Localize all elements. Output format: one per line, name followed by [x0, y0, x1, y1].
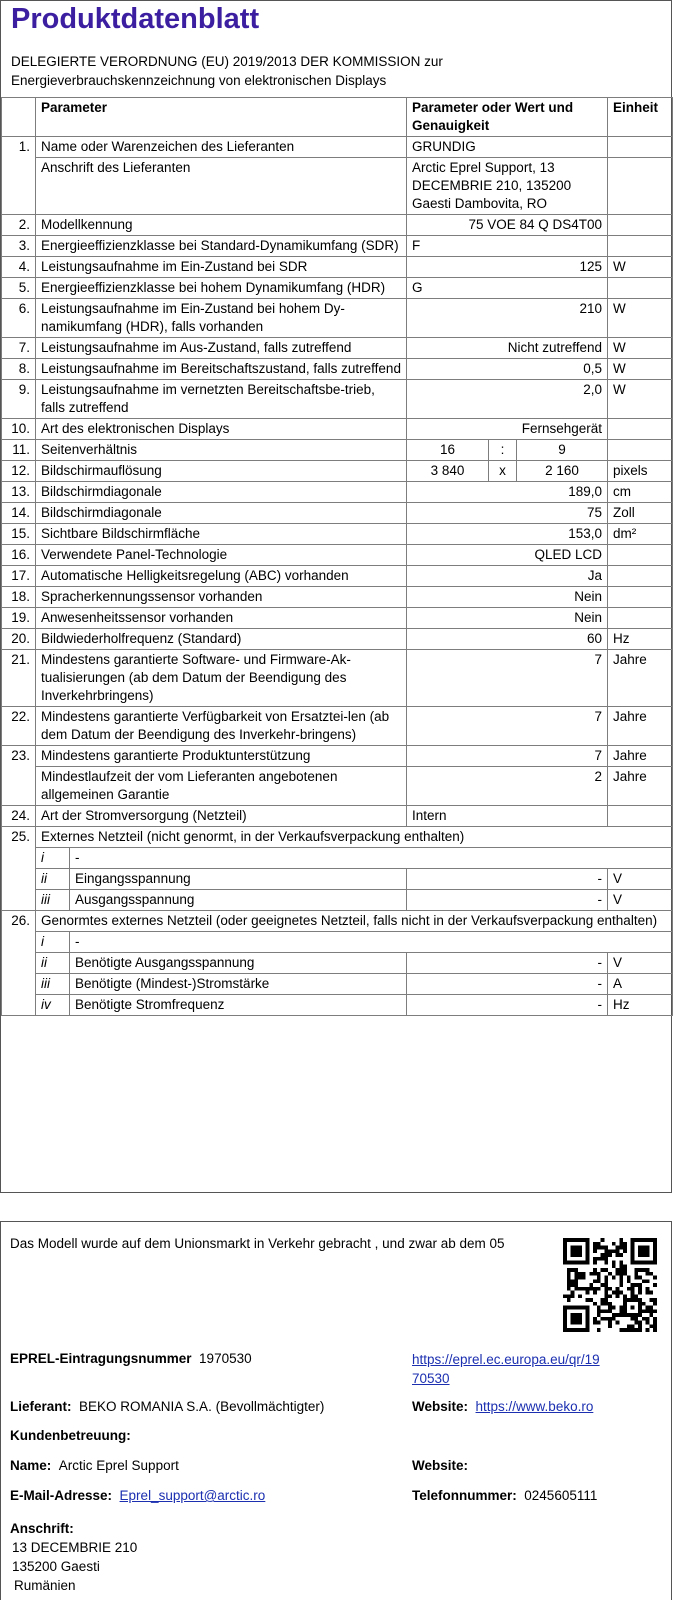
- row-value: 7: [407, 746, 608, 767]
- table-row: [2, 608, 673, 629]
- row-number-empty: [2, 974, 36, 995]
- table-row: [2, 629, 673, 650]
- qr-code-icon[interactable]: [563, 1238, 657, 1332]
- subtitle-line-1: DELEGIERTE VERORDNUNG (EU) 2019/2013 DER KOMMISSION zur: [11, 54, 443, 69]
- contact-name: Arctic Eprel Support: [58, 1458, 179, 1473]
- row-value: 2: [407, 767, 608, 806]
- row-number: 23.: [2, 746, 36, 767]
- row-value: 75 VOE 84 Q DS4T00: [407, 215, 608, 236]
- sub-index: ii: [36, 953, 70, 974]
- row-number: 17.: [2, 566, 36, 587]
- row-number: 20.: [2, 629, 36, 650]
- table-row: [2, 236, 673, 257]
- table-row: [2, 767, 673, 806]
- table-row: [2, 827, 673, 848]
- regulation-subtitle: [11, 52, 651, 90]
- row-unit: W: [608, 359, 673, 380]
- row-label: Bildwiederholfrequenz (Standard): [36, 629, 407, 650]
- row-unit: [608, 608, 673, 629]
- sub-label: Benötigte (Mindest-)Stromstärke: [70, 974, 407, 995]
- row-unit: Hz: [608, 629, 673, 650]
- table-row: [2, 461, 673, 482]
- row-number: 5.: [2, 278, 36, 299]
- row-number: 16.: [2, 545, 36, 566]
- row-label: Bildschirmdiagonale: [36, 482, 407, 503]
- support-website-label: Website:: [412, 1458, 469, 1473]
- row-number: 4.: [2, 257, 36, 278]
- row-number: 6.: [2, 299, 36, 338]
- row-unit: pixels: [608, 461, 673, 482]
- row-label: Spracherkennungssensor vorhanden: [36, 587, 407, 608]
- row-unit: W: [608, 338, 673, 359]
- row-value: 153,0: [407, 524, 608, 545]
- row-unit: Jahre: [608, 707, 673, 746]
- row-value: 210: [407, 299, 608, 338]
- row-value: 0,5: [407, 359, 608, 380]
- row-unit: [608, 419, 673, 440]
- row-number-empty: [2, 890, 36, 911]
- table-row: [2, 932, 673, 953]
- row-label: Energieeffizienzklasse bei hohem Dynamikumfang (HDR): [36, 278, 407, 299]
- table-row: [2, 974, 673, 995]
- sub-index: iii: [36, 974, 70, 995]
- sub-label: Eingangsspannung: [70, 869, 407, 890]
- table-row: [2, 746, 673, 767]
- psu-title: Externes Netzteil (nicht genormt, in der Verkaufsverpackung enthalten): [36, 827, 673, 848]
- row-label: Art des elektronischen Displays: [36, 419, 407, 440]
- row-label: Leistungsaufnahme im vernetzten Bereitschaftsbe-trieb, falls zutreffend: [36, 380, 407, 419]
- row-unit: Zoll: [608, 503, 673, 524]
- contact-name-label: Name:: [10, 1458, 52, 1473]
- table-row: [2, 380, 673, 419]
- row-value-1: 3 840: [407, 461, 489, 482]
- sub-label: -: [70, 848, 673, 869]
- table-row: [2, 482, 673, 503]
- row-unit: W: [608, 380, 673, 419]
- table-row: [2, 848, 673, 869]
- header-unit: Einheit: [608, 98, 673, 137]
- row-unit: [608, 440, 673, 461]
- eprel-label: EPREL-Eintragungsnummer: [10, 1351, 192, 1366]
- table-row: [2, 419, 673, 440]
- spec-table: [1, 97, 673, 1016]
- row-label: Leistungsaufnahme im Bereitschaftszustand, falls zutreffend: [36, 359, 407, 380]
- sub-unit: A: [608, 974, 673, 995]
- table-row: [2, 359, 673, 380]
- row-unit: [608, 278, 673, 299]
- market-date-text: Das Modell wurde auf dem Unionsmarkt in Verkehr gebracht , und zwar ab dem 05: [10, 1236, 505, 1251]
- row-unit: [608, 137, 673, 158]
- address-label: Anschrift:: [10, 1521, 74, 1536]
- row-label: Name oder Warenzeichen des Lieferanten: [36, 137, 407, 158]
- page-title: Produktdatenblatt: [11, 3, 260, 35]
- table-row: [2, 158, 673, 215]
- subtitle-line-2: Energieverbrauchskennzeichnung von elektronischen Displays: [11, 73, 387, 88]
- row-number: [2, 767, 36, 806]
- row-label: Automatische Helligkeitsregelung (ABC) vorhanden: [36, 566, 407, 587]
- row-label: Mindestlaufzeit der vom Lieferanten angebotenen allgemeinen Garantie: [36, 767, 407, 806]
- row-number: 25.: [2, 827, 36, 848]
- row-value: Nein: [407, 587, 608, 608]
- table-row: [2, 650, 673, 707]
- row-label: Anschrift des Lieferanten: [36, 158, 407, 215]
- sub-label: -: [70, 932, 673, 953]
- table-row: [2, 707, 673, 746]
- table-row: [2, 545, 673, 566]
- row-number: 9.: [2, 380, 36, 419]
- row-unit: [608, 215, 673, 236]
- row-unit: [608, 545, 673, 566]
- row-value: QLED LCD: [407, 545, 608, 566]
- customer-service-heading: Kundenbetreuung:: [10, 1428, 131, 1443]
- row-label: Mindestens garantierte Verfügbarkeit von Ersatztei-len (ab dem Datum der Beendigung des Inverkehr-bringens): [36, 707, 407, 746]
- row-number: 2.: [2, 215, 36, 236]
- row-number: 26.: [2, 911, 36, 932]
- table-row: [2, 215, 673, 236]
- table-row: [2, 137, 673, 158]
- table-row: [2, 890, 673, 911]
- table-row: [2, 587, 673, 608]
- row-value: 75: [407, 503, 608, 524]
- row-unit: cm: [608, 482, 673, 503]
- row-number: [2, 158, 36, 215]
- row-value: 125: [407, 257, 608, 278]
- eprel-link-line-1[interactable]: https://eprel.ec.europa.eu/qr/19: [412, 1352, 600, 1367]
- sub-value: -: [407, 974, 608, 995]
- row-number: 18.: [2, 587, 36, 608]
- row-label: Leistungsaufnahme im Ein-Zustand bei SDR: [36, 257, 407, 278]
- sub-label: Benötigte Stromfrequenz: [70, 995, 407, 1016]
- supplier-label: Lieferant:: [10, 1399, 72, 1414]
- psu-title: Genormtes externes Netzteil (oder geeignetes Netzteil, falls nicht in der Verkaufsverpackung enthalten): [36, 911, 673, 932]
- row-separator: :: [489, 440, 517, 461]
- table-row: [2, 257, 673, 278]
- row-number: 24.: [2, 806, 36, 827]
- row-unit: Jahre: [608, 746, 673, 767]
- row-label: Sichtbare Bildschirmfläche: [36, 524, 407, 545]
- row-value: 2,0: [407, 380, 608, 419]
- table-row: [2, 806, 673, 827]
- row-unit: [608, 587, 673, 608]
- row-number: 13.: [2, 482, 36, 503]
- table-row: [2, 911, 673, 932]
- row-number-empty: [2, 995, 36, 1016]
- sub-label: Benötigte Ausgangsspannung: [70, 953, 407, 974]
- row-unit: [608, 566, 673, 587]
- table-row: [2, 524, 673, 545]
- header-value: Parameter oder Wert und Genauigkeit: [407, 98, 608, 137]
- eprel-link-line-2[interactable]: 70530: [412, 1371, 450, 1386]
- table-header-row: [2, 98, 673, 137]
- sub-unit: V: [608, 869, 673, 890]
- table-row: [2, 278, 673, 299]
- row-number-empty: [2, 932, 36, 953]
- table-row: [2, 338, 673, 359]
- row-label: Seitenverhältnis: [36, 440, 407, 461]
- row-value-1: 16: [407, 440, 489, 461]
- email-label: E-Mail-Adresse:: [10, 1488, 113, 1503]
- row-label: Mindestens garantierte Produktunterstützung: [36, 746, 407, 767]
- row-label: Modellkennung: [36, 215, 407, 236]
- row-number: 21.: [2, 650, 36, 707]
- row-number: 11.: [2, 440, 36, 461]
- supplier-name: BEKO ROMANIA S.A. (Bevollmächtigter): [79, 1399, 325, 1414]
- phone-number: 0245605111: [524, 1488, 598, 1503]
- row-value: Intern: [407, 806, 608, 827]
- address-line-1: 13 DECEMBRIE 210: [12, 1540, 138, 1555]
- row-number: 3.: [2, 236, 36, 257]
- address-block: [10, 1519, 137, 1595]
- address-line-2: 135200 Gaesti: [12, 1559, 100, 1574]
- row-label: Bildschirmauflösung: [36, 461, 407, 482]
- row-number: 19.: [2, 608, 36, 629]
- row-number-empty: [2, 848, 36, 869]
- sub-index: ii: [36, 869, 70, 890]
- row-value: 60: [407, 629, 608, 650]
- row-label: Leistungsaufnahme im Ein-Zustand bei hohem Dy-namikumfang (HDR), falls vorhanden: [36, 299, 407, 338]
- row-number: 10.: [2, 419, 36, 440]
- sub-label: Ausgangsspannung: [70, 890, 407, 911]
- sub-unit: V: [608, 953, 673, 974]
- table-row: [2, 503, 673, 524]
- table-row: [2, 440, 673, 461]
- eprel-number: 1970530: [199, 1351, 252, 1366]
- row-number: 14.: [2, 503, 36, 524]
- row-unit: [608, 158, 673, 215]
- row-label: Art der Stromversorgung (Netzteil): [36, 806, 407, 827]
- sub-unit: Hz: [608, 995, 673, 1016]
- row-value: 7: [407, 707, 608, 746]
- sub-index: iii: [36, 890, 70, 911]
- row-unit: dm²: [608, 524, 673, 545]
- row-value: 7: [407, 650, 608, 707]
- phone-label: Telefonnummer:: [412, 1488, 517, 1503]
- sub-index: iv: [36, 995, 70, 1016]
- row-unit: W: [608, 299, 673, 338]
- table-row: [2, 869, 673, 890]
- row-value: Nicht zutreffend: [407, 338, 608, 359]
- row-unit: Jahre: [608, 767, 673, 806]
- row-value-2: 2 160: [517, 461, 608, 482]
- table-row: [2, 299, 673, 338]
- sub-unit: V: [608, 890, 673, 911]
- row-value: 189,0: [407, 482, 608, 503]
- header-parameter: Parameter: [36, 98, 407, 137]
- row-label: Anwesenheitssensor vorhanden: [36, 608, 407, 629]
- sub-index: i: [36, 848, 70, 869]
- row-value: F: [407, 236, 608, 257]
- row-unit: W: [608, 257, 673, 278]
- row-unit: [608, 236, 673, 257]
- row-value-2: 9: [517, 440, 608, 461]
- row-number: 7.: [2, 338, 36, 359]
- table-row: [2, 953, 673, 974]
- row-number: 22.: [2, 707, 36, 746]
- row-label: Energieeffizienzklasse bei Standard-Dynamikumfang (SDR): [36, 236, 407, 257]
- row-number-empty: [2, 869, 36, 890]
- row-separator: x: [489, 461, 517, 482]
- row-unit: [608, 806, 673, 827]
- row-value: Arctic Eprel Support, 13 DECEMBRIE 210, 135200 Gaesti Dambovita, RO: [407, 158, 608, 215]
- row-number-empty: [2, 953, 36, 974]
- row-number: 15.: [2, 524, 36, 545]
- row-label: Verwendete Panel-Technologie: [36, 545, 407, 566]
- row-label: Bildschirmdiagonale: [36, 503, 407, 524]
- sub-value: -: [407, 995, 608, 1016]
- row-value: Fernsehgerät: [407, 419, 608, 440]
- sub-value: -: [407, 953, 608, 974]
- row-value: Ja: [407, 566, 608, 587]
- email-link[interactable]: Eprel_support@arctic.ro: [119, 1488, 266, 1503]
- row-unit: Jahre: [608, 650, 673, 707]
- sub-value: -: [407, 890, 608, 911]
- row-value: GRUNDIG: [407, 137, 608, 158]
- sub-value: -: [407, 869, 608, 890]
- row-number: 12.: [2, 461, 36, 482]
- website-label: Website:: [412, 1399, 469, 1414]
- row-number: 1.: [2, 137, 36, 158]
- row-value: G: [407, 278, 608, 299]
- row-value: Nein: [407, 608, 608, 629]
- table-row: [2, 566, 673, 587]
- website-link[interactable]: https://www.beko.ro: [475, 1399, 594, 1414]
- row-label: Leistungsaufnahme im Aus-Zustand, falls zutreffend: [36, 338, 407, 359]
- sub-index: i: [36, 932, 70, 953]
- eprel-link[interactable]: [412, 1350, 600, 1388]
- row-number: 8.: [2, 359, 36, 380]
- table-row: [2, 995, 673, 1016]
- row-label: Mindestens garantierte Software- und Firmware-Ak-tualisierungen (ab dem Datum der Beendigung des Inverkehrbringens): [36, 650, 407, 707]
- address-line-3: Rumänien: [14, 1578, 76, 1593]
